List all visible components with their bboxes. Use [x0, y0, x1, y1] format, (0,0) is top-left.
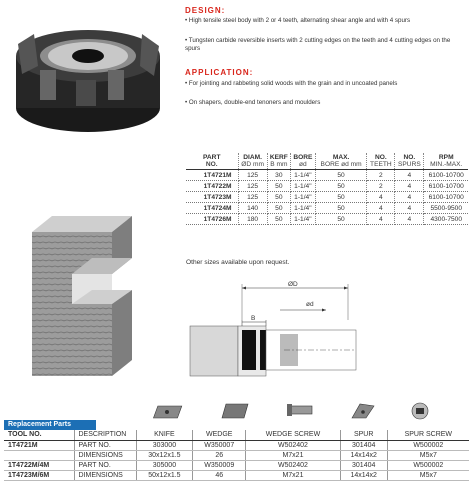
spec-cell: 1-1/4" — [291, 203, 316, 214]
rep-header-spur-screw: SPUR SCREW — [387, 430, 469, 441]
rep-cell: 46 — [193, 471, 246, 481]
replacement-header-row — [4, 430, 469, 441]
rep-cell: M7x21 — [246, 451, 341, 461]
dimension-diagram — [188, 278, 358, 383]
rep-cell: W350009 — [193, 461, 246, 471]
spec-cell: 6100-10700 — [424, 181, 468, 192]
replacement-parts-table — [4, 430, 469, 481]
spec-row — [186, 214, 468, 225]
spec-cell: 125 — [238, 192, 267, 203]
application-heading: APPLICATION: — [185, 68, 254, 77]
table-row — [4, 471, 469, 481]
spec-cell: 1T4723M — [186, 192, 238, 203]
spec-cell: 1-1/4" — [291, 214, 316, 225]
rep-header-description: DESCRIPTION — [74, 430, 136, 441]
spec-cell: 4 — [367, 192, 395, 203]
rep-header-spur: SPUR — [340, 430, 387, 441]
rep-cell: 14x14x2 — [340, 471, 387, 481]
spec-cell: 4 — [367, 203, 395, 214]
spec-cell: 50 — [315, 192, 367, 203]
rep-cell: W502402 — [246, 441, 341, 451]
rep-header-knife: KNIFE — [136, 430, 193, 441]
rep-cell: 30x12x1.5 — [136, 451, 193, 461]
rep-header-wedge: WEDGE — [193, 430, 246, 441]
wood-joint-illustration — [28, 210, 158, 380]
rep-cell: 303000 — [136, 441, 193, 451]
rep-cell: 50x12x1.5 — [136, 471, 193, 481]
knife-insert-icon — [153, 406, 181, 418]
application-bullet-2: • On shapers, double-end tenoners and moulders — [185, 99, 321, 106]
availability-note: Other sizes available upon request. — [186, 259, 290, 266]
spec-cell: 6100-10700 — [424, 192, 468, 203]
wedge-screw-icon — [287, 404, 312, 416]
spec-cell: 50 — [315, 214, 367, 225]
rep-cell: DIMENSIONS — [74, 451, 136, 461]
rep-cell: 14x14x2 — [340, 451, 387, 461]
spec-cell: 4 — [367, 214, 395, 225]
rep-cell: 1T4722M/4M — [4, 461, 74, 471]
spec-cell: 50 — [267, 192, 290, 203]
spec-cell: 1T4724M — [186, 203, 238, 214]
spec-header-diam: DIAM. ØD mm — [238, 153, 267, 170]
spec-header-kerf: KERF B mm — [267, 153, 290, 170]
rep-cell — [4, 451, 74, 461]
rep-cell: W502402 — [246, 461, 341, 471]
spec-cell: 50 — [267, 181, 290, 192]
spec-cell: 1T4726M — [186, 214, 238, 225]
table-row — [4, 451, 469, 461]
rep-cell: 305000 — [136, 461, 193, 471]
rep-cell: 1T4723M/6M — [4, 471, 74, 481]
replacement-icons — [150, 400, 450, 422]
spec-row — [186, 203, 468, 214]
spec-header-bore: BORE ød — [291, 153, 316, 170]
rep-cell: PART NO. — [74, 461, 136, 471]
rep-cell: W350007 — [193, 441, 246, 451]
rep-cell: W500002 — [387, 441, 469, 451]
big-diameter-label: ØD — [288, 281, 298, 288]
design-bullet-2: • Tungsten carbide reversible inserts with 2 cutting edges on the teeth and 4 cutting edges on the spurs — [185, 37, 451, 52]
spec-header-teeth: NO. TEETH — [367, 153, 395, 170]
spec-cell: 4 — [395, 181, 424, 192]
rep-cell: PART NO. — [74, 441, 136, 451]
wedge-icon — [222, 404, 248, 418]
rep-cell: M5x7 — [387, 471, 469, 481]
spec-cell: 180 — [238, 214, 267, 225]
spec-cell: 1-1/4" — [291, 181, 316, 192]
spec-cell: 2 — [367, 170, 395, 181]
spec-header-maxbore: MAX. BORE ød mm — [315, 153, 367, 170]
spec-cell: 4 — [395, 203, 424, 214]
spec-cell: 50 — [315, 170, 367, 181]
spec-cell: 4 — [395, 170, 424, 181]
spec-cell: 2 — [367, 181, 395, 192]
spec-row — [186, 170, 468, 181]
spec-cell: 4 — [395, 214, 424, 225]
spec-cell: 4 — [395, 192, 424, 203]
spur-icon — [352, 404, 374, 418]
rep-cell: M7x21 — [246, 471, 341, 481]
table-row — [4, 441, 469, 451]
design-heading: DESIGN: — [185, 6, 226, 15]
spec-cell: 50 — [267, 214, 290, 225]
kerf-label: B — [251, 315, 256, 322]
rep-header-tool: TOOL NO. — [4, 430, 74, 441]
rep-cell: 1T4721M — [4, 441, 74, 451]
spec-header-rpm: RPM MIN.-MAX. — [424, 153, 468, 170]
spec-cell: 50 — [267, 203, 290, 214]
spec-cell: 1-1/4" — [291, 192, 316, 203]
cutter-head-photo — [4, 4, 172, 146]
spec-row — [186, 192, 468, 203]
spec-header-row — [186, 153, 468, 170]
application-bullet-1: • For jointing and rabbeting solid woods with the grain and in uncoated panels — [185, 80, 398, 87]
spec-cell: 1T4722M — [186, 181, 238, 192]
spec-cell: 4300-7500 — [424, 214, 468, 225]
spec-cell: 30 — [267, 170, 290, 181]
spec-cell: 6100-10700 — [424, 170, 468, 181]
spec-cell: 50 — [315, 203, 367, 214]
spec-cell: 5500-9500 — [424, 203, 468, 214]
spec-header-spurs: NO. SPURS — [395, 153, 424, 170]
spec-row — [186, 181, 468, 192]
spec-cell: 140 — [238, 203, 267, 214]
spec-cell: 125 — [238, 170, 267, 181]
design-bullet-1: • High tensile steel body with 2 or 4 teeth, alternating shear angle and with 4 spurs — [185, 17, 411, 24]
replacement-parts-heading: Replacement Parts — [4, 420, 96, 430]
spur-screw-icon — [412, 403, 428, 419]
rep-cell: 301404 — [340, 461, 387, 471]
spec-cell: 1-1/4" — [291, 170, 316, 181]
table-row — [4, 461, 469, 471]
rep-cell: DIMENSIONS — [74, 471, 136, 481]
rep-cell: 26 — [193, 451, 246, 461]
spec-cell: 50 — [315, 181, 367, 192]
spec-cell: 125 — [238, 181, 267, 192]
rep-header-wedge-screw: WEDGE SCREW — [246, 430, 341, 441]
spec-header-part: PART NO. — [186, 153, 238, 170]
spec-table — [186, 153, 468, 225]
spec-cell: 1T4721M — [186, 170, 238, 181]
rep-cell: W500002 — [387, 461, 469, 471]
small-diameter-label: ød — [306, 301, 314, 308]
rep-cell: M5x7 — [387, 451, 469, 461]
rep-cell: 301404 — [340, 441, 387, 451]
